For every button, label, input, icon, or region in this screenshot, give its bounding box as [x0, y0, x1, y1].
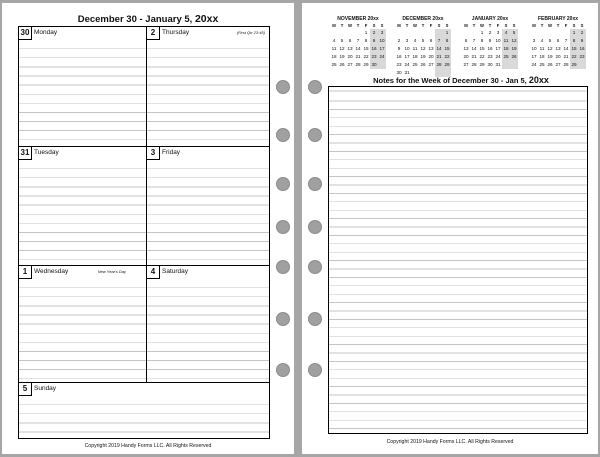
calendar-blank [546, 29, 554, 37]
calendar-day[interactable]: 26 [547, 62, 553, 67]
mini-calendar-february [530, 16, 586, 69]
mini-calendars [330, 16, 590, 74]
calendar-blank [338, 29, 346, 37]
writing-lines [19, 279, 146, 382]
writing-lines [19, 396, 269, 438]
calendar-day[interactable]: 25 [412, 62, 418, 67]
binder-hole [308, 220, 322, 234]
calendar-day[interactable]: 19 [511, 46, 517, 51]
calendar-day[interactable]: 1 [364, 30, 368, 35]
calendar-day[interactable]: 7 [472, 38, 476, 43]
binder-hole [308, 128, 322, 142]
calendar-day[interactable]: 21 [563, 54, 569, 59]
calendar-day[interactable]: 8 [480, 38, 484, 43]
calendar-blank [435, 29, 443, 37]
day-number: 5 [19, 383, 32, 396]
weekday-header: M [464, 23, 468, 28]
calendar-day[interactable]: 27 [555, 62, 561, 67]
binder-hole [308, 363, 322, 377]
calendar-day[interactable]: 11 [503, 38, 509, 43]
calendar-day[interactable]: 25 [331, 62, 337, 67]
week-title-text: December 30 - January 5, [77, 14, 193, 25]
calendar-day[interactable]: 9 [578, 37, 586, 45]
day-name: Tuesday [34, 149, 59, 156]
binder-hole [308, 312, 322, 326]
writing-lines [147, 160, 269, 265]
calendar-day[interactable]: 3 [378, 29, 386, 37]
calendar-blank [346, 29, 354, 37]
writing-lines [147, 40, 269, 146]
day-box-friday[interactable] [147, 146, 269, 265]
weekday-header: W [413, 23, 417, 28]
binder-hole [308, 80, 322, 94]
notes-title-year: 20xx [528, 75, 549, 85]
calendar-grid [330, 22, 386, 69]
calendar-blank [419, 29, 427, 37]
calendar-day[interactable]: 12 [511, 38, 517, 43]
calendar-day[interactable]: 26 [420, 62, 426, 67]
weekday-header: S [572, 23, 576, 28]
week-title-year: 20xx [194, 13, 219, 25]
day-name: Wednesday [34, 268, 69, 275]
calendar-day[interactable]: 20 [463, 54, 469, 59]
weekday-header: T [340, 23, 344, 28]
day-note: New Year's Day [97, 269, 126, 274]
calendar-day[interactable]: 9 [488, 38, 492, 43]
calendar-day[interactable]: 22 [479, 54, 485, 59]
calendar-blank [395, 29, 403, 37]
calendar-day[interactable]: 21 [355, 54, 361, 59]
calendar-day[interactable]: 30 [396, 70, 402, 75]
calendar-day[interactable]: 4 [540, 38, 544, 43]
weekday-header: T [356, 23, 360, 28]
calendar-day[interactable]: 1 [480, 30, 484, 35]
calendar-title: DECEMBER 20xx [402, 16, 444, 22]
weekday-header: T [556, 23, 560, 28]
calendar-day[interactable]: 26 [339, 62, 345, 67]
calendar-day[interactable]: 27 [463, 62, 469, 67]
calendar-title: FEBRUARY 20xx [537, 16, 578, 22]
day-number: 2 [147, 27, 160, 40]
binder-hole [308, 177, 322, 191]
calendar-day[interactable]: 22 [363, 54, 369, 59]
calendar-blank [470, 29, 478, 37]
day-name: Sunday [34, 385, 57, 392]
calendar-blank [354, 29, 362, 37]
calendar-day[interactable]: 17 [379, 46, 385, 51]
calendar-day[interactable]: 6 [464, 38, 468, 43]
calendar-day[interactable]: 20 [347, 54, 353, 59]
calendar-day[interactable]: 18 [412, 54, 418, 59]
weekday-header: T [405, 23, 409, 28]
binder-hole [276, 312, 290, 326]
day-name: Friday [162, 149, 181, 156]
calendar-day[interactable]: 17 [404, 54, 410, 59]
calendar-day[interactable]: 23 [487, 54, 493, 59]
calendar-day[interactable]: 28 [436, 62, 442, 67]
calendar-day[interactable]: 15 [363, 46, 369, 51]
calendar-day[interactable]: 3 [405, 38, 409, 43]
calendar-day[interactable]: 14 [436, 46, 442, 51]
weekday-header: S [437, 23, 441, 28]
calendar-day[interactable]: 10 [404, 46, 410, 51]
day-box-sunday[interactable] [19, 382, 269, 438]
calendar-grid [395, 22, 451, 77]
calendar-day[interactable]: 6 [348, 38, 352, 43]
week-planner [18, 26, 270, 439]
calendar-title: JANUARY 20xx [471, 16, 509, 22]
notes-title-text: Notes for the Week of December 30 - Jan 5, [373, 76, 527, 85]
day-number: 30 [19, 27, 32, 40]
calendar-blank [378, 61, 386, 69]
week-title [2, 13, 294, 26]
weekday-header: T [472, 23, 476, 28]
weekday-header: F [564, 23, 568, 28]
copyright-left: Copyright 2019 Handy Forms LLC. All Rights Reserved [84, 443, 212, 449]
calendar-blank [530, 29, 538, 37]
calendar-day[interactable]: 22 [571, 54, 577, 59]
calendar-day[interactable]: 23 [579, 54, 585, 59]
calendar-day[interactable]: 29 [363, 62, 369, 67]
calendar-day[interactable]: 14 [355, 46, 361, 51]
weekday-header: F [496, 23, 500, 28]
writing-lines [147, 279, 269, 382]
calendar-grid [462, 22, 518, 69]
calendar-day[interactable]: 28 [471, 62, 477, 67]
calendar-day[interactable]: 2 [488, 30, 492, 35]
calendar-day[interactable]: 25 [503, 54, 509, 59]
calendar-day[interactable]: 4 [413, 38, 417, 43]
calendar-day[interactable]: 10 [379, 38, 385, 43]
binder-hole [308, 260, 322, 274]
weekday-header: F [429, 23, 433, 28]
calendar-day[interactable]: 16 [371, 46, 377, 51]
calendar-day[interactable]: 10 [531, 46, 537, 51]
binder-hole [276, 177, 290, 191]
weekday-header: M [397, 23, 401, 28]
calendar-day[interactable]: 21 [436, 54, 442, 59]
weekday-header: W [480, 23, 484, 28]
calendar-day[interactable]: 4 [502, 29, 510, 37]
calendar-day[interactable]: 24 [404, 62, 410, 67]
calendar-day[interactable]: 17 [495, 46, 501, 51]
calendar-day[interactable]: 29 [571, 62, 577, 67]
calendar-day[interactable]: 16 [396, 54, 402, 59]
calendar-day[interactable]: 27 [347, 62, 353, 67]
calendar-day[interactable]: 7 [356, 38, 360, 43]
calendar-blank [502, 61, 510, 69]
calendar-day[interactable]: 20 [555, 54, 561, 59]
weekday-header: T [421, 23, 425, 28]
calendar-day[interactable]: 28 [355, 62, 361, 67]
calendar-day[interactable]: 4 [332, 38, 336, 43]
calendar-blank [462, 29, 470, 37]
calendar-day[interactable]: 23 [371, 54, 377, 59]
calendar-day[interactable]: 12 [547, 46, 553, 51]
calendar-title: NOVEMBER 20xx [337, 16, 379, 22]
calendar-blank [427, 29, 435, 37]
calendar-day[interactable]: 24 [495, 54, 501, 59]
day-name: Saturday [162, 268, 189, 275]
weekday-header: S [580, 23, 584, 28]
calendar-day[interactable]: 8 [570, 37, 578, 45]
calendar-day[interactable]: 31 [404, 70, 410, 75]
calendar-day[interactable]: 11 [539, 46, 545, 51]
day-box-thursday[interactable] [147, 27, 269, 146]
calendar-day[interactable]: 19 [547, 54, 553, 59]
calendar-day[interactable]: 24 [531, 62, 537, 67]
left-page [2, 3, 294, 454]
binder-hole [276, 363, 290, 377]
calendar-day[interactable]: 18 [503, 46, 509, 51]
calendar-day[interactable]: 9 [370, 37, 378, 45]
calendar-day[interactable]: 5 [548, 38, 552, 43]
calendar-day[interactable]: 14 [471, 46, 477, 51]
calendar-day[interactable]: 21 [471, 54, 477, 59]
binder-hole [276, 80, 290, 94]
day-note: (First Qtr 23:45) [236, 30, 265, 35]
calendar-day[interactable]: 19 [420, 54, 426, 59]
calendar-day[interactable]: 16 [487, 46, 493, 51]
calendar-day[interactable]: 26 [511, 54, 517, 59]
calendar-day[interactable]: 7 [564, 38, 568, 43]
calendar-day[interactable]: 10 [495, 38, 501, 43]
calendar-blank [330, 29, 338, 37]
weekday-header: T [540, 23, 544, 28]
calendar-day[interactable]: 16 [579, 46, 585, 51]
calendar-day[interactable]: 5 [510, 29, 518, 37]
calendar-blank [411, 29, 419, 37]
day-number: 3 [147, 147, 160, 160]
mini-calendar-november [330, 16, 386, 69]
day-box-tuesday[interactable] [19, 146, 147, 265]
calendar-day[interactable]: 29 [444, 62, 450, 67]
calendar-day[interactable]: 8 [364, 38, 368, 43]
calendar-day[interactable]: 27 [428, 62, 434, 67]
day-box-wednesday[interactable] [19, 265, 147, 382]
calendar-day[interactable]: 12 [339, 46, 345, 51]
calendar-day[interactable]: 8 [443, 37, 451, 45]
writing-lines [19, 160, 146, 265]
calendar-day[interactable]: 30 [487, 62, 493, 67]
calendar-day[interactable]: 1 [570, 29, 578, 37]
mini-calendar-december [395, 16, 451, 77]
notes-title [324, 75, 598, 86]
calendar-day[interactable]: 15 [571, 46, 577, 51]
calendar-day[interactable]: 3 [496, 30, 500, 35]
calendar-day[interactable]: 30 [371, 62, 377, 67]
calendar-day[interactable]: 3 [532, 38, 536, 43]
copyright-right: Copyright 2019 Handy Forms LLC. All Rights Reserved [386, 439, 514, 445]
weekday-header: T [488, 23, 492, 28]
calendar-day[interactable]: 24 [379, 54, 385, 59]
calendar-day[interactable]: 15 [444, 46, 450, 51]
calendar-day[interactable]: 5 [421, 38, 425, 43]
calendar-day[interactable]: 17 [531, 54, 537, 59]
binder-hole [276, 128, 290, 142]
weekday-header: M [332, 23, 336, 28]
day-number: 31 [19, 147, 32, 160]
binder-hole [276, 260, 290, 274]
calendar-day[interactable]: 5 [340, 38, 344, 43]
day-name: Thursday [162, 29, 190, 36]
calendar-blank [578, 61, 586, 69]
mini-calendar-january [462, 16, 518, 69]
calendar-day[interactable]: 25 [539, 62, 545, 67]
weekday-header: M [532, 23, 536, 28]
weekday-header: S [504, 23, 508, 28]
right-page [302, 3, 598, 454]
calendar-day[interactable]: 7 [435, 37, 443, 45]
calendar-day[interactable]: 12 [420, 46, 426, 51]
weekday-header: S [512, 23, 516, 28]
calendar-day[interactable]: 28 [563, 62, 569, 67]
day-box-saturday[interactable] [147, 265, 269, 382]
weekday-header: S [380, 23, 384, 28]
calendar-blank [403, 29, 411, 37]
binder-hole [276, 220, 290, 234]
calendar-day[interactable]: 11 [331, 46, 337, 51]
weekday-header: W [348, 23, 352, 28]
day-number: 4 [147, 266, 160, 279]
calendar-blank [538, 29, 546, 37]
weekday-header: F [364, 23, 368, 28]
weekday-header: S [445, 23, 449, 28]
calendar-day[interactable]: 2 [370, 29, 378, 37]
calendar-day[interactable]: 11 [412, 46, 418, 51]
calendar-day[interactable]: 14 [563, 46, 569, 51]
calendar-day[interactable]: 9 [397, 46, 401, 51]
calendar-day[interactable]: 2 [578, 29, 586, 37]
calendar-day[interactable]: 13 [463, 46, 469, 51]
calendar-day[interactable]: 29 [479, 62, 485, 67]
calendar-blank [562, 29, 570, 37]
calendar-blank [510, 61, 518, 69]
calendar-day[interactable]: 6 [429, 38, 433, 43]
calendar-day[interactable]: 1 [443, 29, 451, 37]
weekday-header: S [372, 23, 376, 28]
calendar-day[interactable]: 22 [444, 54, 450, 59]
calendar-blank [554, 29, 562, 37]
calendar-day[interactable]: 13 [428, 46, 434, 51]
day-box-monday[interactable] [19, 27, 147, 146]
calendar-day[interactable]: 13 [347, 46, 353, 51]
calendar-grid [530, 22, 586, 69]
calendar-day[interactable]: 19 [339, 54, 345, 59]
calendar-day[interactable]: 23 [396, 62, 402, 67]
writing-lines [19, 40, 146, 146]
calendar-day[interactable]: 31 [495, 62, 501, 67]
day-number: 1 [19, 266, 32, 279]
calendar-day[interactable]: 18 [539, 54, 545, 59]
calendar-day[interactable]: 20 [428, 54, 434, 59]
notes-area[interactable] [328, 86, 588, 434]
calendar-day[interactable]: 15 [479, 46, 485, 51]
day-name: Monday [34, 29, 58, 36]
calendar-day[interactable]: 13 [555, 46, 561, 51]
calendar-day[interactable]: 2 [397, 38, 401, 43]
calendar-day[interactable]: 6 [556, 38, 560, 43]
weekday-header: W [548, 23, 552, 28]
calendar-day[interactable]: 18 [331, 54, 337, 59]
